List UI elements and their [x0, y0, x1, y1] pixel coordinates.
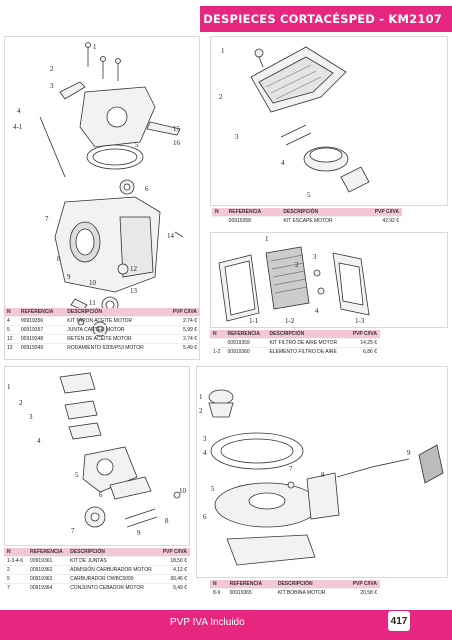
col-ref: REFERENCIA	[226, 208, 281, 217]
cell-n	[210, 339, 224, 348]
cell-ref: 00919358	[226, 217, 281, 226]
col-desc: DESCRIPCIÓN	[275, 580, 342, 589]
table-header-row	[210, 330, 380, 339]
cell-ref: 00919363	[27, 575, 67, 584]
page-header	[200, 6, 452, 32]
cell-desc: KIT BOBINA MOTOR	[275, 589, 342, 598]
page-number: 417	[388, 611, 410, 631]
callout-4: 4	[203, 449, 207, 457]
col-price: PVP C/IVA	[359, 208, 402, 217]
table-header-row	[210, 580, 380, 589]
col-ref: REFERENCIA	[27, 548, 67, 557]
callout-4: 4	[281, 159, 285, 167]
cell-desc: JUNTA CARTER MOTOR	[64, 326, 163, 335]
col-desc: DESCRIPCIÓN	[267, 330, 347, 339]
cell-n: 1-2	[210, 348, 224, 357]
cell-price: 18,50 €	[158, 557, 190, 566]
cell-desc: KIT FILTRO DE AIRE MOTOR	[267, 339, 347, 348]
cell-price: 5,49 €	[158, 584, 190, 593]
callout-5: 5	[211, 485, 215, 493]
cell-ref: 00919361	[27, 557, 67, 566]
cell-n	[212, 217, 226, 226]
cell-ref: 00919365	[227, 589, 275, 598]
callout-15: 15	[173, 125, 180, 133]
table-row	[210, 348, 380, 357]
col-price: PVP C/IVA	[164, 308, 200, 317]
col-n: N	[210, 330, 224, 339]
cell-n: 12	[4, 335, 18, 344]
callout-10: 10	[179, 487, 186, 495]
col-desc: DESCRIPCIÓN	[67, 548, 158, 557]
col-n: N	[212, 208, 226, 217]
table-row	[212, 217, 402, 226]
callout-2: 2	[50, 65, 54, 73]
callout-6: 6	[99, 491, 103, 499]
callout-12: 12	[130, 265, 137, 273]
col-ref: REFERENCIA	[18, 308, 64, 317]
cell-n: 4	[4, 317, 18, 326]
cell-price: 5,49 €	[164, 344, 200, 353]
cell-price: 5,99 €	[164, 326, 200, 335]
footer-note: PVP IVA Incluido	[170, 617, 245, 628]
cell-n: 7	[4, 584, 27, 593]
callout-1: 1	[7, 383, 11, 391]
parts-table-engine-block	[4, 308, 200, 352]
cell-ref: 00919360	[224, 348, 266, 357]
col-ref: REFERENCIA	[227, 580, 275, 589]
callout-8: 8	[57, 255, 61, 263]
cell-price: 42,92 €	[359, 217, 402, 226]
callout-11: 11	[89, 299, 96, 307]
callout-1: 1	[221, 47, 225, 55]
callout-2: 2	[19, 399, 23, 407]
table-row	[4, 344, 200, 353]
cell-desc: ADMISIÓN CARBURADOR MOTOR	[67, 566, 158, 575]
callout-3: 3	[203, 435, 207, 443]
callout-1-2: 1-2	[285, 317, 295, 325]
parts-table-ignition-coil	[210, 580, 380, 597]
table-row	[210, 339, 380, 348]
col-price: PVP C/IVA	[158, 548, 190, 557]
col-n: N	[4, 548, 27, 557]
cell-ref: 00919364	[27, 584, 67, 593]
table-row	[210, 589, 380, 598]
table-header-row	[4, 308, 200, 317]
col-price: PVP C/IVA	[347, 330, 380, 339]
cell-n: 5	[4, 575, 27, 584]
panel-air-filter	[210, 232, 448, 328]
cell-price: 20,58 €	[342, 589, 380, 598]
cell-desc: CONJUNTO CEBADOR MOTOR	[67, 584, 158, 593]
callout-10: 10	[89, 279, 96, 287]
col-desc: DESCRIPCIÓN	[280, 208, 359, 217]
table-header-row	[212, 208, 402, 217]
cell-desc: KIT DE JUNTAS	[67, 557, 158, 566]
panel-exhaust	[210, 36, 448, 206]
cell-ref: 00919356	[18, 317, 64, 326]
callout-2: 2	[199, 407, 203, 415]
callout-5: 5	[307, 191, 311, 199]
callout-6: 6	[145, 185, 149, 193]
cell-desc: CARBURADOR DWBC5000	[67, 575, 158, 584]
callout-2: 2	[219, 93, 223, 101]
callout-3: 3	[50, 82, 54, 90]
callout-16: 16	[173, 139, 180, 147]
callout-1-1: 1-1	[249, 317, 259, 325]
cell-ref: 00919348	[18, 335, 64, 344]
callout-1: 1	[199, 393, 203, 401]
table-row	[4, 575, 190, 584]
cell-price: 6,86 €	[347, 348, 380, 357]
callout-7: 7	[71, 527, 75, 535]
cell-desc: KIT ESCAPE MOTOR	[280, 217, 359, 226]
table-row	[4, 584, 190, 593]
col-n: N	[4, 308, 18, 317]
callout-4: 4	[17, 107, 21, 115]
cell-n: 13	[4, 344, 18, 353]
parts-table-exhaust	[212, 208, 402, 225]
carburetor-diagram	[5, 367, 191, 547]
callout-9: 9	[67, 273, 71, 281]
panel-carburetor	[4, 366, 190, 546]
panel-ignition-coil	[196, 366, 448, 578]
page-title: DESPIECES CORTACÉSPED - KM2107	[203, 12, 442, 26]
callout-3: 3	[235, 133, 239, 141]
callout-9: 9	[407, 449, 411, 457]
col-desc: DESCRIPCIÓN	[64, 308, 163, 317]
callout-3: 3	[29, 413, 33, 421]
cell-ref: 00919357	[18, 326, 64, 335]
table-row	[4, 566, 190, 575]
callout-4: 4	[315, 307, 319, 315]
parts-table-carburetor	[4, 548, 190, 592]
cell-desc: RETÉN DE ACEITE MOTOR	[64, 335, 163, 344]
cell-n: 2	[4, 566, 27, 575]
exhaust-diagram	[211, 37, 449, 207]
table-row	[4, 335, 200, 344]
callout-7: 7	[289, 465, 293, 473]
callout-1-3: 1-3	[355, 317, 365, 325]
cell-price: 4,12 €	[158, 566, 190, 575]
table-header-row	[4, 548, 190, 557]
callout-3: 3	[313, 253, 317, 261]
callout-6: 6	[203, 513, 207, 521]
callout-5: 5	[135, 141, 139, 149]
cell-desc: KIT TAPON ACEITE MOTOR	[64, 317, 163, 326]
cell-desc: ELEMENTO FILTRO DE AIRE	[267, 348, 347, 357]
cell-ref: 00919349	[18, 344, 64, 353]
cell-n: 5	[4, 326, 18, 335]
table-row	[4, 557, 190, 566]
callout-4: 4	[37, 437, 41, 445]
callout-7: 7	[45, 215, 49, 223]
table-row	[4, 317, 200, 326]
col-n: N	[210, 580, 227, 589]
callout-13: 13	[130, 287, 137, 295]
callout-2: 2	[295, 261, 299, 269]
callout-14: 14	[167, 232, 174, 240]
callout-1: 1	[93, 43, 97, 51]
cell-n: 8-9	[210, 589, 227, 598]
callout-8: 8	[165, 517, 169, 525]
cell-ref: 00919359	[224, 339, 266, 348]
col-ref: REFERENCIA	[224, 330, 266, 339]
callout-5: 5	[75, 471, 79, 479]
table-row	[4, 326, 200, 335]
cell-n: 1-3-4-6	[4, 557, 27, 566]
cell-price: 14,25 €	[347, 339, 380, 348]
cell-ref: 00919362	[27, 566, 67, 575]
cell-price: 2,74 €	[164, 317, 200, 326]
parts-table-air-filter	[210, 330, 380, 356]
cell-desc: RODAMIENTO 6205/P53 MOTOR	[64, 344, 163, 353]
cell-price: 30,46 €	[158, 575, 190, 584]
callout-4-1: 4-1	[13, 123, 23, 131]
air-filter-diagram	[211, 233, 449, 329]
col-price: PVP C/IVA	[342, 580, 380, 589]
cell-price: 2,74 €	[164, 335, 200, 344]
callout-1: 1	[265, 235, 269, 243]
callout-9: 9	[137, 529, 141, 537]
callout-8: 8	[321, 471, 325, 479]
